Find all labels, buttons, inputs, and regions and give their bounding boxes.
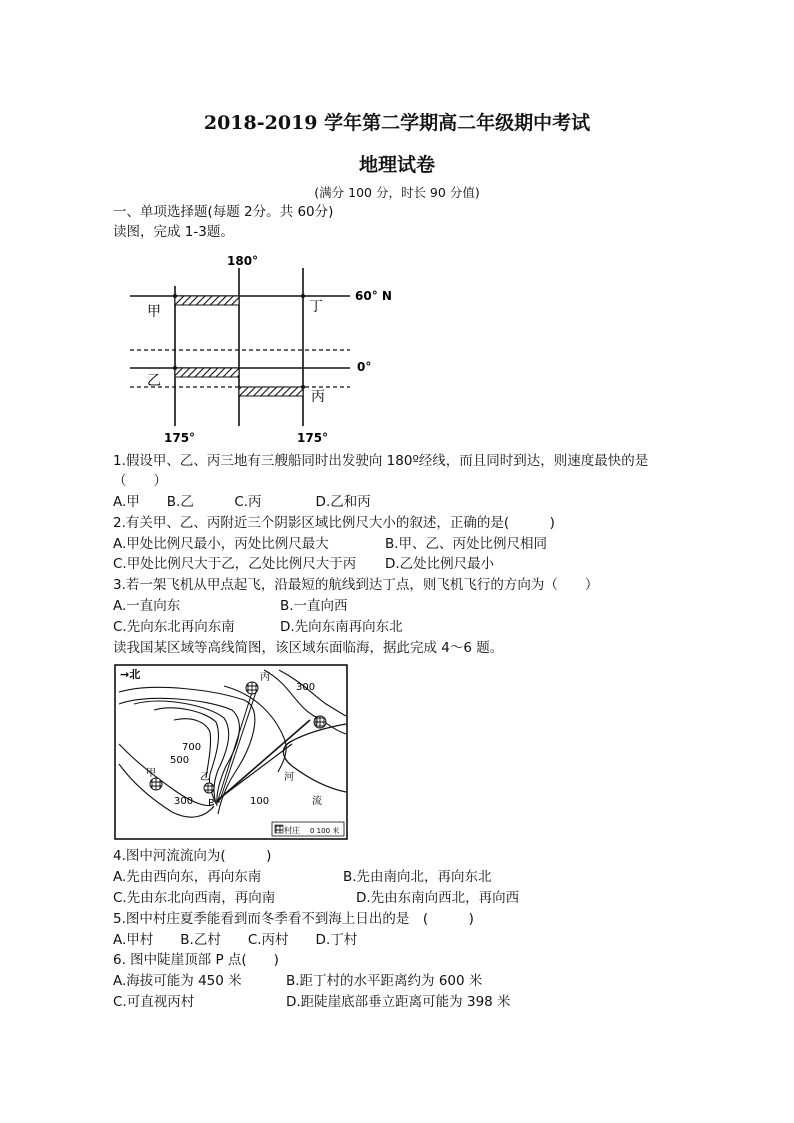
point-ding: [301, 294, 305, 298]
question-1-options: A.甲 B.乙 C.丙 D.乙和丙: [113, 494, 371, 510]
exam-meta: (满分 100 分，时长 90 分值): [314, 185, 480, 200]
question-1-paren: （ ）: [113, 473, 167, 489]
label-175-right: 175°: [297, 431, 329, 445]
question-3-option-d: D.先向东南再向东北: [280, 619, 403, 635]
question-2: 2.有关甲、乙、丙附近三个阴影区域比例尺大小的叙述，正确的是( ): [113, 515, 555, 531]
legend-scale: 0 100 米: [310, 827, 340, 835]
question-2-option-a: A.甲处比例尺最小，丙处比例尺最大: [113, 536, 329, 552]
intro-q1-3: 读图，完成 1-3题。: [113, 224, 234, 240]
question-5: 5.图中村庄夏季能看到而冬季看不到海上日出的是 ( ): [113, 911, 474, 927]
question-5-options: A.甲村 B.乙村 C.丙村 D.丁村: [113, 932, 358, 948]
figure-contour-map: [114, 664, 348, 840]
contour-label-500: 500: [170, 755, 190, 766]
village-yi: [204, 783, 214, 793]
village-jia: [150, 778, 162, 790]
question-4-option-a: A.先由西向东，再向东南: [113, 869, 262, 885]
shaded-area-yi: [175, 368, 239, 377]
contour-label-700: 700: [182, 742, 202, 753]
river-label-1: 河: [284, 772, 294, 783]
label-bing: 丙: [311, 389, 325, 405]
question-6-option-b: B.距丁村的水平距离约为 600 米: [286, 973, 483, 989]
label-jia: 甲: [146, 768, 156, 779]
legend-village-icon: [275, 825, 283, 833]
label-ding: 丁: [309, 299, 323, 315]
question-6-option-a: A.海拔可能为 450 米: [113, 973, 242, 989]
point-yi: [173, 366, 177, 370]
label-175-left: 175°: [164, 431, 196, 445]
question-6-option-d: D.距陡崖底部垂立距离可能为 398 米: [286, 994, 511, 1010]
legend-village: 村庄: [284, 826, 300, 835]
point-bing: [301, 385, 305, 389]
question-3-option-b: B.一直向西: [280, 598, 348, 614]
question-4-option-b: B.先由南向北，再向东北: [343, 869, 492, 885]
question-4: 4.图中河流流向为( ): [113, 848, 272, 864]
label-180: 180°: [227, 254, 259, 268]
point-p: [216, 799, 220, 803]
question-2-option-d: D.乙处比例尺最小: [385, 556, 495, 572]
intro-q4-6: 读我国某区域等高线简图，该区域东面临海，据此完成 4～6 题。: [113, 640, 504, 656]
section-heading: 一、单项选择题(每题 2分。共 60分): [113, 204, 334, 220]
question-6: 6. 图中陡崖顶部 P 点( ): [113, 952, 279, 968]
question-2-option-b: B.甲、乙、丙处比例尺相同: [385, 536, 548, 552]
label-equator: 0°: [357, 360, 372, 374]
label-ding: 丁: [312, 716, 322, 727]
question-3: 3.若一架飞机从甲点起飞，沿最短的航线到达丁点，则飞机飞行的方向为（ ）: [113, 577, 599, 593]
point-jia: [173, 294, 177, 298]
label-60n: 60° N: [355, 289, 392, 303]
shaded-area-jia: [175, 296, 239, 305]
question-3-option-c: C.先向东北再向东南: [113, 619, 235, 635]
question-6-option-c: C.可直视丙村: [113, 994, 195, 1010]
figure-latitude-longitude-grid: [125, 248, 392, 448]
question-3-option-a: A.一直向东: [113, 598, 181, 614]
label-yi: 乙: [147, 373, 161, 389]
label-p: P: [208, 798, 215, 809]
village-bing: [246, 682, 258, 694]
label-bing: 丙: [260, 672, 270, 683]
contour-label-100: 100: [250, 796, 270, 807]
river-label-2: 流: [312, 796, 322, 807]
subject-title: 地理试卷: [358, 154, 435, 176]
label-jia: 甲: [147, 304, 161, 320]
label-yi: 乙: [200, 772, 210, 783]
question-4-option-d: D.先由东南向西北，再向西: [356, 890, 520, 906]
question-2-option-c: C.甲处比例尺大于乙，乙处比例尺大于丙: [113, 556, 357, 572]
shaded-area-bing: [239, 387, 303, 396]
contour-label-300-east: 300: [296, 682, 316, 693]
contour-label-300-west: 300: [174, 796, 194, 807]
north-arrow: →北: [120, 668, 141, 681]
exam-title: 2018-2019 学年第二学期高二年级期中考试: [203, 112, 591, 134]
question-4-option-c: C.先由东北向西南，再向南: [113, 890, 276, 906]
question-1: 1.假设甲、乙、丙三地有三艘船同时出发驶向 180º经线，而且同时到达，则速度最快的是: [113, 453, 649, 469]
